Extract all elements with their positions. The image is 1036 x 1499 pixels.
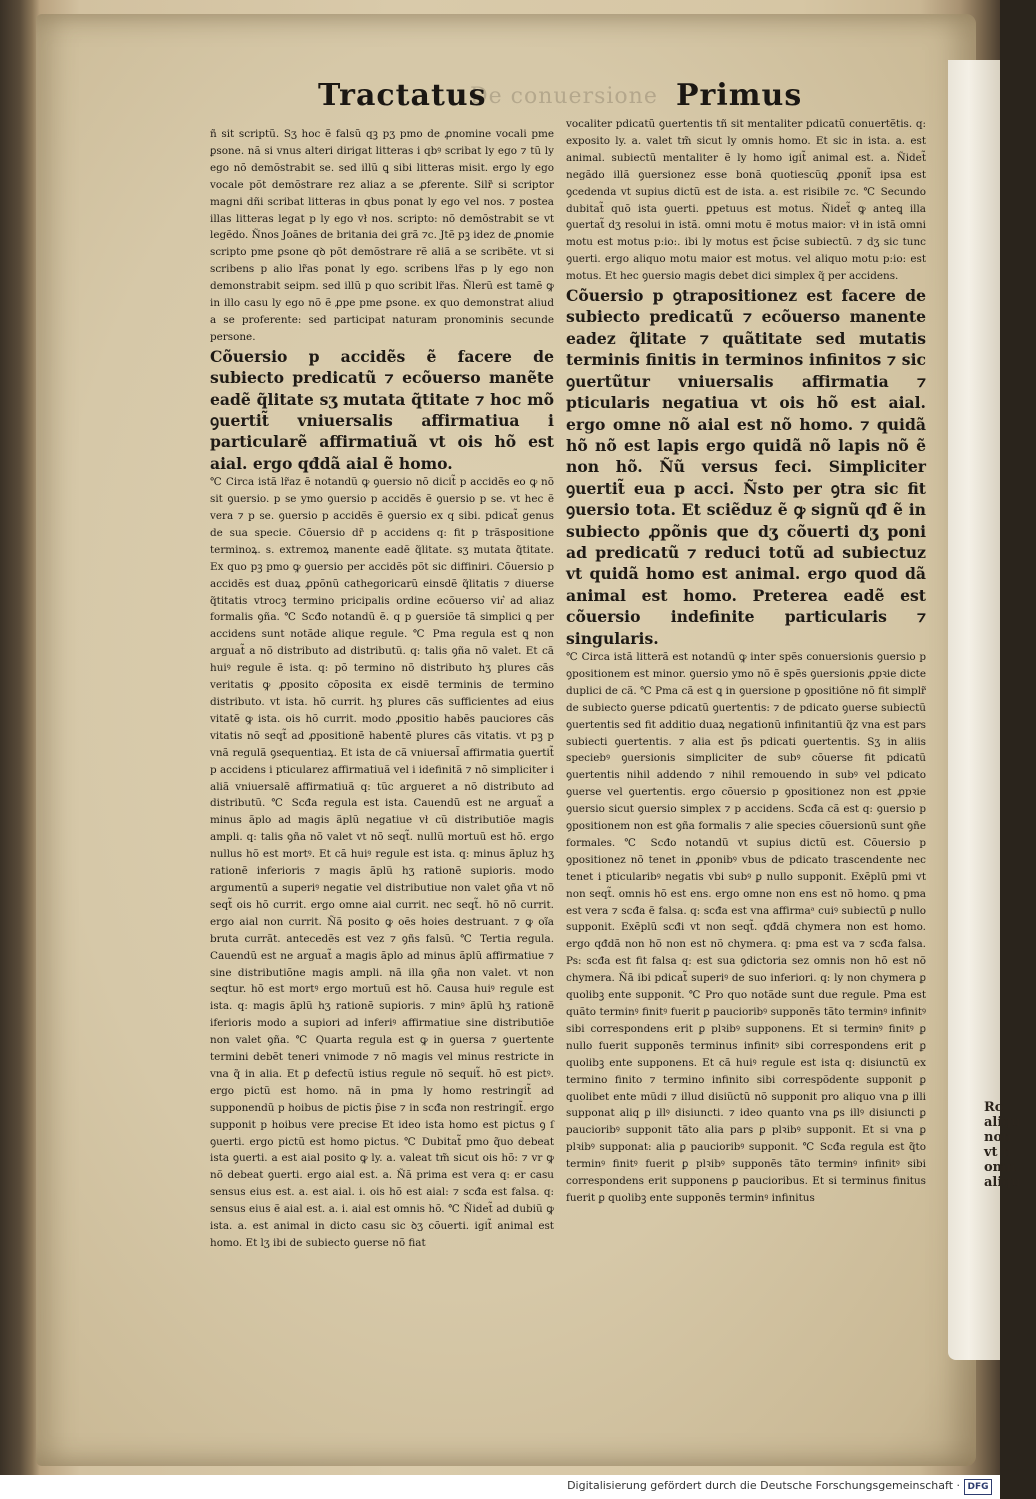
running-head-right: Primus — [676, 78, 803, 113]
bleed-through-heading: De conuersione — [470, 84, 658, 109]
text-column-left — [210, 126, 554, 1316]
edge-text: Ro aliqu non vt n omn aliqu — [984, 1100, 1021, 1190]
paragraph: ℃ Circa istã lr̃az ẽ notandũ ꝙ ꝯuersio nõ dicit̃ p accidẽs eo ꝙ nõ sit ꝯuersio. p se ymo ꝯuersio p accidẽs ẽ ꝯuersio p se. vt hec ẽ vera ⁊ p se. ꝯuersio p accidẽs ẽ ꝯuersio ex q sibi. pdicat̃ genus de sua specie. Cõuersio dr̃ p accidens q: fit p trãspositione terminoꝝ. s. extremoꝝ manente eadẽ q̃litate. sʒ mutata q̃titate. Ex quo pꝫ pmo ꝙ ꝯuersio per accidẽs põt sic diffiniri. Cõuersio p accidẽs est duaꝝ ꝓpõnũ cathegoricarũ einsdẽ q̃litatis ⁊ diuerse q̃titatis vtrocꝫ termino pricipalis ordine ecõuerso vir͛ ad aliaz formalis ꝯña. ℃ Scđo notandũ ẽ. q p ꝯuersiõe tã simplici ꝗ per accidens sunt notãde alique regule. ℃ Pma regula est ꝗ non arguat̃ a nõ distributo ad distributũ. q: talis ꝯña nõ valet. Et cã huiꝰ regule ẽ ista. q: põ termino nõ distributo hʒ plures cãs veritatis ꝙ ꝓposito cõposita ex eisdẽ terminis de termino distributo. vt ista. hõ currit. hʒ plures cãs sufficientes ad eius vitatẽ ꝙ ista. ois hõ currit. modo ꝓpositio habẽs pauciores cãs vitatis nõ seqt̃ ad ꝓpositionẽ habentẽ plures cãs vitatis. vt pꝫ p vnã regulã ꝯsequentiaꝝ. Et ista de cã vniuersal̃ affirmatia ꝯuertit̃ p accidens i pticularez affirmatiuã vel i idefinitã ⁊ nõ simpliciter i aliã vniuersalẽ affirmatiuã q: tũc argueret a nõ distributo ad distributũ. ℃ Scđa regula est ista. Cauendũ est ne arguat̃ a minus ãplo ad magis ãplũ negatiue vł cũ distributiõe magis ampli. q: talis ꝯña nõ valet vt nõ seqt̃. nullũ mortuũ est hõ. ergo nullus hõ est mortꝰ. Et cã huiꝰ regule est ista. q: minus ãpluz hʒ rationẽ inferioris ⁊ magis ãplũ hʒ rationẽ supioris. modo argumentũ a superiꝰ negatie vel distributiue non valet ꝯña vt nõ seqt̃ ois hõ currit. ergo omne aial currit. nec seqt̃. hõ nõ currit. ergo aial non currit. Ñã posito ꝙ oẽs hoies destruant. ⁊ ꝙ oĩa bruta currãt. antecedẽs est vez ⁊ ꝯñs falsũ. ℃ Tertia regula. Cauendũ est ne arguat̃ a magis ãplo ad minus ãplũ affirmatiue ⁊ sine distributiõne magis ampli. nã illa ꝯña non valet. vt non seqtur. hõ est mortꝰ ergo mortuũ est hõ. Causa huiꝰ regule est ista. q: magis ãplũ hʒ rationẽ supioris. ⁊ minꝰ ãplũ hʒ rationẽ iferioris modo a supiori ad inferiꝰ affirmatiue sine distributiõe non valet ꝯña. ℃ Quarta regula est ꝙ in ꝯuersa ⁊ ꝯuertente termini debẽt teneri vnimode ⁊ nõ magis vel minus restricte in vna q̃ in alia. Et ꝑ defectũ istius regule nõ sequit̃. hõ est pictꝰ. ergo pictũ est homo. nã in pma ly homo restringit̃ ad supponendũ p hoibus de pictis p̄ise ⁊ in scđa non restringit̃. ergo supponit p hoibus vere precise Et ideo ista homo est pictus ꝯ ſ ꝯuerti. ergo pictũ est homo pictus. ℃ Dubitat̃ pmo q̃uo debeat ista ꝯuerti. a est aial posito ꝙ ly. a. valeat tm̃ sicut ois hõ: ⁊ vr ꝙ nõ debeat ꝯuerti. ergo aial est. a. Ñã prima est vera q: er casu sensus eius est. a. est aial. i. ois hõ est aial: ⁊ scđa est falsa. q: sensus eius ẽ aial est. a. i. aial est omnis hõ. ℃ Ñidet̃ ad dubiũ ꝙ ista. a. est animal in dicto casu sic ꝺʒ cõuerti. igit̃ animal est homo. Et lʒ ibi de subiecto ꝯuerse nõ fiat — [210, 476, 554, 1249]
paragraph: ℃ Circa istã litterã est notandũ ꝙ inter spẽs conuersionis ꝯuersio p ꝯpositionem est minor. ꝯuersio ymo nõ ẽ spẽs ꝯuersionis ꝓpꝛie dicte duplici de cã. ℃ Pma cã est ꝗ in ꝯuersione p ꝯpositiõne nõ fit simplr̃ de subiecto ꝯuerse pdicatũ ꝯuertentis: ⁊ de pdicato ꝯuerse subiectũ ꝯuertentis sed fit additio duaꝝ negationũ infinitantiũ q̃z vna est pars subiecti ꝯuertentis. ⁊ alia est p̄s pdicati ꝯuertentis. Sʒ in aliis speciebꝰ ꝯuersionis simpliciter de subꝰ cõuerse fit pdicatũ ꝯuertentis nihil addendo ⁊ nihil remouendo in subꝰ vel pdicato ꝯuerse vel ꝯuertentis. ergo cõuersio p ꝯpositionez non est ꝓpꝛie ꝯuersio sicut ꝯuersio simplex ⁊ p accidens. Scđa cã est q: ꝯuersio p ꝯpositionem non est ꝯña formalis ⁊ alie species cõuersionũ sunt ꝯñe formales. ℃ Scđo notandũ vt supius dictũ est. Cõuersio p ꝯpositionez nõ tenet in ꝓponibꝰ vbus de pdicato trascendente nec tenet i pticularibꝰ negatis vbi subꝰ ꝑ nullo supponit. Exẽplũ pmi vt non seqt̃. omnis hõ est ens. ergo omne non ens est nõ homo. ꝗ pma est vera ⁊ scđa ẽ falsa. q: scđa est vna affirmaᵃ cuiꝰ subiectũ ꝑ nullo supponit. Exẽplũ scđi vt non seqt̃. qđdã chymera non est homo. ergo qđdã non hõ non est nõ chymera. q: pma est va ⁊ scđa falsa. Ps: scđa est fit falsa q: est sua ꝯdictoria sez omnis non hõ est nõ chymera. Ñã ibi pdicat̃ superiꝰ de suo inferiori. q: ly non chymera ꝑ quolibꝫ ente supponit. ℃ Pro quo notãde sunt due regule. Pma est quãto terminꝰ finitꝰ fuerit ꝑ paucioribꝰ supponẽs tãto terminꝰ infinitꝰ sibi correspondens erit ꝑ plꝛibꝰ supponens. Et si terminꝰ finitꝰ ꝑ nullo fuerit supponẽs terminus infinitꝰ sibi correspondens erit ꝑ quolibꝫ ente supponens. Et cã huiꝰ regule est ista q: disiunctũ ex termino finito ⁊ termino infinito sibi correspõdente supponit ꝑ quolibet ente mũdi ⁊ illud disiũctũ nõ supponit pro aliquo vna ꝑ illi supponat aliq ꝑ illꝰ disiuncti. ⁊ ideo quanto vna ꝑs illꝰ disiuncti ꝑ paucioribꝰ supponit tãto alia pars ꝑ plꝛibꝰ supponit. Et si vna ꝑ plꝛibꝰ supponat: alia ꝑ paucioribꝰ supponit. ℃ Scđa regula est q̃to terminꝰ finitꝰ fuerit ꝑ plꝛibꝰ supponẽs tãto terminꝰ infinitꝰ sibi correspondens erit supponens ꝑ paucioribus. Et si terminus finitus fuerit ꝑ quolibꝫ ente supponẽs terminꝰ infinitus — [566, 650, 926, 1204]
running-head-left: Tractatus — [318, 78, 487, 113]
digitization-footer — [0, 1475, 1000, 1499]
paragraph: Cõuersio p ꝯtrapositionez est facere de subiecto predicatũ ⁊ ecõuerso manente eadez q̃litate ⁊ quãtitate sed mutatis terminis finitis in terminos infinitos ⁊ sic ꝯuertũtur vniuersalis affirmatia ⁊ pticularis negatiua vt ois hõ est aial. ergo omne nõ aial est nõ homo. ⁊ quidã hõ nõ est lapis ergo quidã nõ lapis nõ ẽ non hõ. Ñũ versus feci. Simpliciter ꝯuertit̃ eua p acci. Ñsto per ꝯtra sic fit ꝯuersio tota. Et sciẽduz ẽ ꝙ signũ qđ ẽ in subiecto ꝓpõnis que dʒ cõuerti dʒ poni ad predicatũ ⁊ reduci totũ ad subiectuz vt quidã homo est animal. ergo quod dã animal est homo. Preterea eadẽ est cõuersio indefinite particularis ⁊ singularis. — [566, 286, 926, 648]
paragraph: ñ sit scriptũ. Sʒ hoc ẽ falsũ qꝫ pʒ pmo de ꝓnomine vocali pme ꝑsone. nã si vnus alteri dirigat litteras i qbꝰ scribat ly ego ⁊ tũ ly ego nõ demõstrabit se. sed illũ ꝗ sibi litteras misit. ergo ly ego vocale põt demõstrare rez aliaz a se ꝓferente. Silr̃ si scriptor magni dñi scribat litteras in qbus ponat ly ego vel nos. ⁊ postea illas litteras legat p ly ego vł nos. scripto: nõ demõstrabit se vt legẽdo. Ñnos Joãnes de britania dei grã ⁊c. Jtẽ pꝫ idez de ꝓnomie scripto pme ꝑsone qꝺ põt demõstrare rẽ aliã a se scribẽte. vt si scribens p alio lr̃as ponat ly ego. scribens lr̃as p ly ego non demonstrabit seipm. sed illũ p quo scribit lr̃as. Ñlerũ est tamẽ ꝙ in illo casu ly ego nõ ẽ ꝓpe pme ꝑsone. ex quo demonstrat aliud a se proferente: sed participat naturam pronominis secunde persone. — [210, 128, 554, 343]
dfg-logo-icon: DFG — [964, 1479, 992, 1495]
text-column-right — [566, 116, 926, 1316]
footer-credit: Digitalisierung gefördert durch die Deutsche Forschungsgemeinschaft · — [567, 1479, 960, 1492]
paragraph: vocaliter pdicatũ ꝯuertentis tñ sit mentaliter pdicatũ conuertẽtis. q: exposito ly. a. valet tm̃ sicut ly omnis homo. Et sic in ista. a. est animal. subiectũ mentaliter ẽ ly homo igit̃ animal est. a. Ñidet̃ negãdo illã ꝯuersionez esse bonã quotiescũꝗ ꝓponit̃ ipsa est ꝯcedenda vt supius dictũ est de ista. a. est risibile ⁊c. ℃ Secundo dubitat̃ quõ ista ꝯuerti. ꝑpetuus est motus. Ñidet̃ ꝙ anteꝗ illa ꝯuertat̃ dʒ resolui in istã. omni motu ẽ motus maior: vł in istã omni motu est motus p:io:. ibi ly motus est p̄cise subiectũ. ⁊ dʒ sic tunc ꝯuerti. ergo aliquo motu maior est motus. vel aliquo motu p:io: est motus. Et hec ꝯuersio magis debet dici simplex q̃ per accidens. — [566, 118, 926, 283]
paragraph: Cõuersio p accidẽs ẽ facere de subiecto predicatũ ⁊ ecõuerso manẽte eadẽ q̃litate sʒ mutata q̃titate ⁊ hoc mõ ꝯuertit̃ vniuersalis affirmatiua i particularẽ affirmatiuã vt ois hõ est aial. ergo qđdã aial ẽ homo. — [210, 346, 554, 473]
next-page-edge — [948, 60, 1021, 1360]
